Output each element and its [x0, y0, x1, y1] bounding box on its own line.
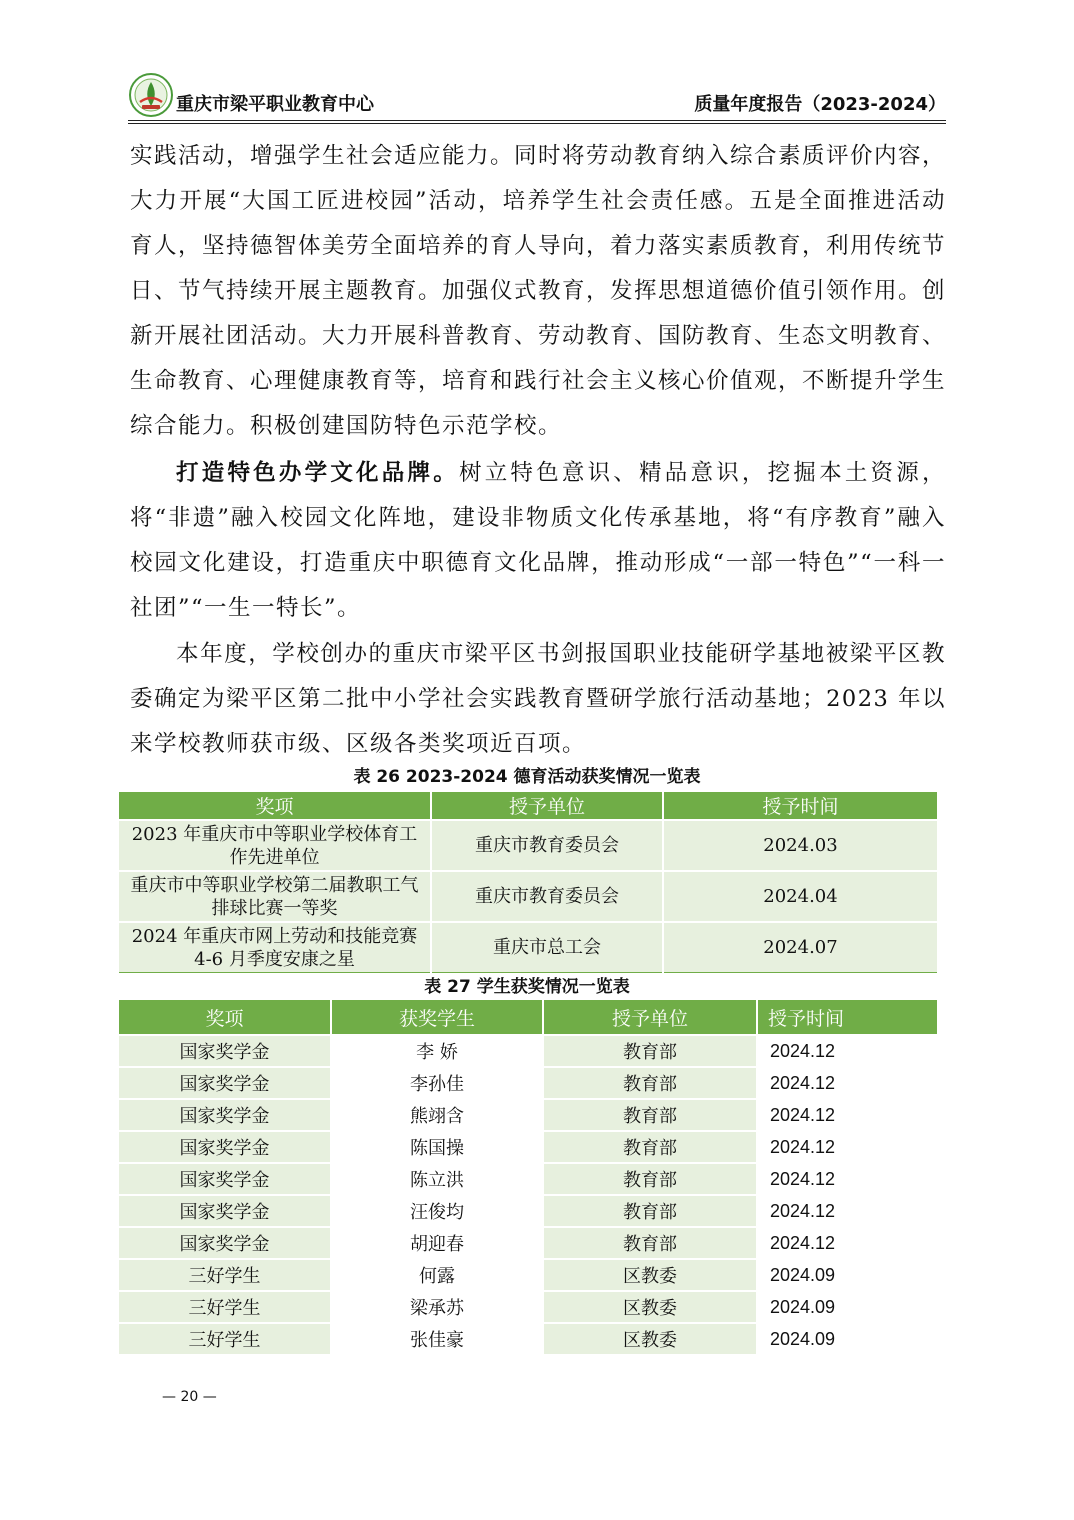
school-name: 重庆市梁平职业教育中心: [176, 94, 374, 115]
cell-award: 三好学生: [119, 1259, 331, 1291]
cell-date: 2024.12: [757, 1067, 937, 1099]
cell-issuer: 教育部: [543, 1099, 757, 1131]
table-header-row: [119, 1000, 937, 1035]
cell-date: 2024.12: [757, 1131, 937, 1163]
cell-issuer: 重庆市总工会: [431, 922, 663, 973]
cell-date: 2024.09: [757, 1323, 937, 1354]
cell-student: 李孙佳: [331, 1067, 543, 1099]
cell-issuer: 教育部: [543, 1067, 757, 1099]
column-header-student: 获奖学生: [331, 1000, 543, 1035]
cell-award: 2023 年重庆市中等职业学校体育工作先进单位: [119, 820, 431, 871]
cell-date: 2024.09: [757, 1259, 937, 1291]
cell-award: 国家奖学金: [119, 1099, 331, 1131]
table-27-caption: 表 27 学生获奖情况一览表: [424, 977, 630, 997]
cell-student: 陈立洪: [331, 1163, 543, 1195]
cell-date: 2024.12: [757, 1195, 937, 1227]
cell-student: 熊翊含: [331, 1099, 543, 1131]
table-row: [119, 1067, 937, 1099]
cell-date: 2024.12: [757, 1099, 937, 1131]
cell-award: 国家奖学金: [119, 1035, 331, 1067]
table-row: [119, 1291, 937, 1323]
cell-date: 2024.03: [663, 820, 937, 871]
column-header-date: 授予时间: [663, 792, 937, 820]
page-header: [128, 70, 946, 122]
cell-date: 2024.12: [757, 1227, 937, 1259]
cell-student: 胡迎春: [331, 1227, 543, 1259]
paragraph-2-text: 树立特色意识、精品意识，挖掘本土资源，将“非遗”融入校园文化阵地，建设非物质文化传承基地，将“有序教育”融入校园文化建设，打造重庆中职德育文化品牌，推动形成“一部一特色”“一科一社团”“一生一特长”。: [130, 460, 946, 621]
cell-award: 国家奖学金: [119, 1227, 331, 1259]
cell-issuer: 教育部: [543, 1195, 757, 1227]
table-27: [119, 1000, 937, 1354]
cell-issuer: 区教委: [543, 1259, 757, 1291]
column-header-issuer: 授予单位: [543, 1000, 757, 1035]
table-row: [119, 1323, 937, 1354]
table-26: [119, 792, 937, 973]
paragraph-3: 本年度，学校创办的重庆市梁平区书剑报国职业技能研学基地被梁平区教委确定为梁平区第二批中小学社会实践教育暨研学旅行活动基地；2023 年以来学校教师获市级、区级各类奖项近百项。: [130, 641, 946, 757]
cell-student: 陈国操: [331, 1131, 543, 1163]
cell-issuer: 区教委: [543, 1291, 757, 1323]
paragraph-2: [130, 451, 946, 631]
table-row: [119, 1195, 937, 1227]
cell-date: 2024.04: [663, 871, 937, 922]
cell-award: 国家奖学金: [119, 1131, 331, 1163]
column-header-award: 奖项: [119, 792, 431, 820]
cell-issuer: 教育部: [543, 1035, 757, 1067]
paragraph-2-lead: 打造特色办学文化品牌。: [176, 460, 459, 486]
page-number: — 20 —: [162, 1389, 217, 1405]
cell-issuer: 重庆市教育委员会: [431, 820, 663, 871]
table-row: [119, 820, 937, 871]
cell-date: 2024.12: [757, 1163, 937, 1195]
table-26-caption: 表 26 2023-2024 德育活动获奖情况一览表: [353, 767, 701, 787]
table-header-row: [119, 792, 937, 820]
cell-student: 汪俊均: [331, 1195, 543, 1227]
cell-award: 2024 年重庆市网上劳动和技能竞赛 4-6 月季度安康之星: [119, 922, 431, 973]
cell-award: 国家奖学金: [119, 1067, 331, 1099]
cell-issuer: 重庆市教育委员会: [431, 871, 663, 922]
report-title: 质量年度报告（2023-2024）: [694, 94, 946, 115]
header-divider: [128, 120, 946, 124]
cell-award: 三好学生: [119, 1291, 331, 1323]
cell-student: 李 娇: [331, 1035, 543, 1067]
cell-date: 2024.07: [663, 922, 937, 973]
table-row: [119, 1259, 937, 1291]
table-row: [119, 922, 937, 973]
cell-issuer: 教育部: [543, 1227, 757, 1259]
table-row: [119, 1163, 937, 1195]
cell-award: 国家奖学金: [119, 1195, 331, 1227]
cell-issuer: 教育部: [543, 1131, 757, 1163]
cell-date: 2024.09: [757, 1291, 937, 1323]
table-row: [119, 1227, 937, 1259]
cell-award: 三好学生: [119, 1323, 331, 1354]
cell-award: 重庆市中等职业学校第二届教职工气排球比赛一等奖: [119, 871, 431, 922]
cell-student: 梁承苏: [331, 1291, 543, 1323]
cell-student: 何露: [331, 1259, 543, 1291]
table-row: [119, 1035, 937, 1067]
cell-date: 2024.12: [757, 1035, 937, 1067]
school-logo-icon: [128, 72, 174, 118]
cell-issuer: 教育部: [543, 1163, 757, 1195]
cell-student: 张佳豪: [331, 1323, 543, 1354]
column-header-award: 奖项: [119, 1000, 331, 1035]
paragraph-1: 实践活动，增强学生社会适应能力。同时将劳动教育纳入综合素质评价内容，大力开展“大国工匠进校园”活动，培养学生社会责任感。五是全面推进活动育人，坚持德智体美劳全面培养的育人导向，着力落实素质教育，利用传统节日、节气持续开展主题教育。加强仪式教育，发挥思想道德价值引领作用。创新开展社团活动。大力开展科普教育、劳动教育、国防教育、生态文明教育、生命教育、心理健康教育等，培育和践行社会主义核心价值观，不断提升学生综合能力。积极创建国防特色示范学校。: [130, 143, 947, 439]
cell-award: 国家奖学金: [119, 1163, 331, 1195]
table-row: [119, 871, 937, 922]
table-row: [119, 1131, 937, 1163]
column-header-issuer: 授予单位: [431, 792, 663, 820]
table-row: [119, 1099, 937, 1131]
cell-issuer: 区教委: [543, 1323, 757, 1354]
column-header-date: 授予时间: [757, 1000, 937, 1035]
